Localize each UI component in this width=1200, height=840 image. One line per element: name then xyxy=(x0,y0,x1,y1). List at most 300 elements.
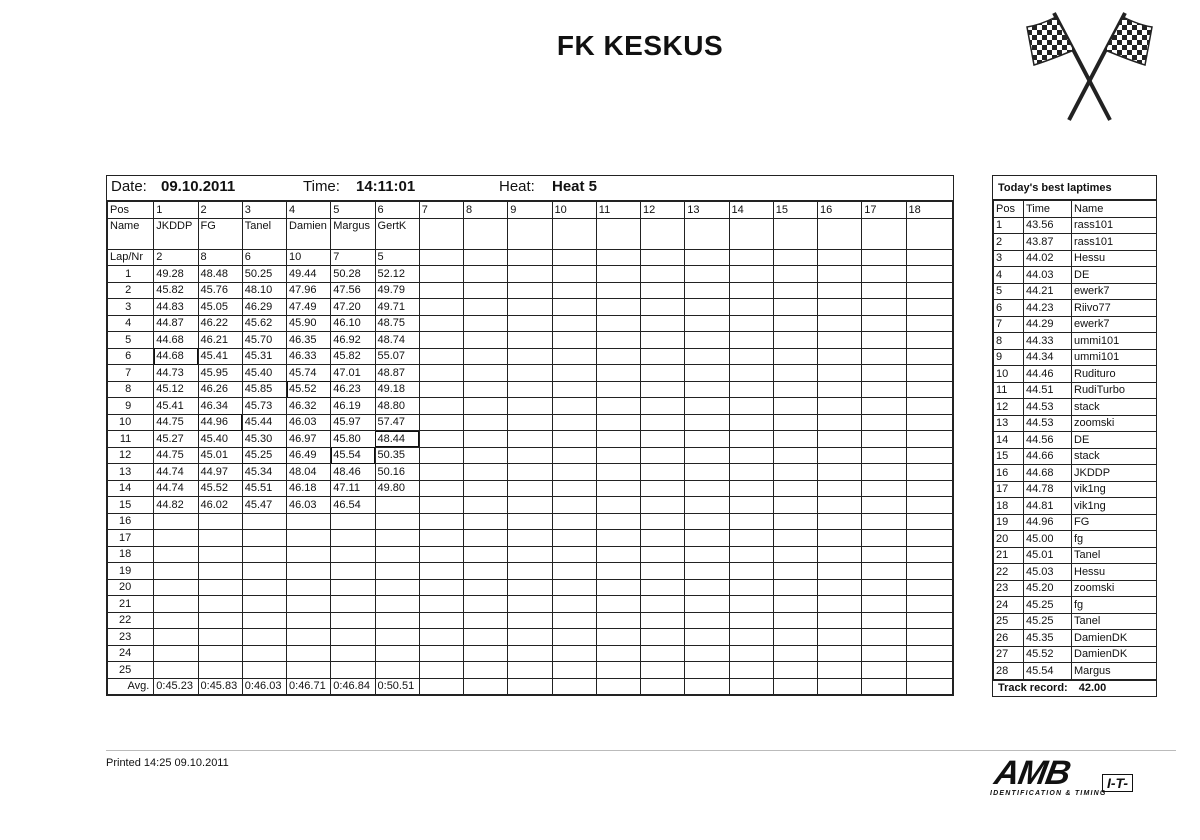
kart-number xyxy=(464,249,508,266)
lap-time xyxy=(685,530,729,547)
lap-time xyxy=(685,464,729,481)
best-pos: 28 xyxy=(994,663,1024,680)
lap-time xyxy=(464,282,508,299)
best-row xyxy=(994,349,1157,366)
lap-time: 50.35 xyxy=(375,447,419,464)
lap-time xyxy=(729,596,773,613)
heat-value: Heat 5 xyxy=(552,178,598,195)
lap-time xyxy=(508,398,552,415)
time-value: 14:11:01 xyxy=(356,178,416,195)
best-name: rass101 xyxy=(1072,217,1157,234)
lap-number: 13 xyxy=(108,464,154,481)
best-row xyxy=(994,399,1157,416)
best-row xyxy=(994,597,1157,614)
lap-time xyxy=(508,513,552,530)
lap-time: 45.74 xyxy=(287,365,331,382)
lap-time xyxy=(508,629,552,646)
lap-number: 17 xyxy=(108,530,154,547)
lap-number: 16 xyxy=(108,513,154,530)
best-row xyxy=(994,250,1157,267)
lap-time: 45.40 xyxy=(198,431,242,448)
driver-name: Margus xyxy=(331,218,375,249)
lap-time xyxy=(552,299,596,316)
best-time: 44.68 xyxy=(1024,465,1072,482)
lap-time xyxy=(685,381,729,398)
kart-number: 2 xyxy=(154,249,198,266)
lap-row xyxy=(108,447,953,464)
lap-time xyxy=(198,563,242,580)
lap-time xyxy=(596,398,640,415)
best-time: 45.25 xyxy=(1024,597,1072,614)
lap-time xyxy=(464,431,508,448)
lap-time xyxy=(906,348,952,365)
best-time: 45.20 xyxy=(1024,580,1072,597)
lap-time: 46.03 xyxy=(287,414,331,431)
lap-time: 46.22 xyxy=(198,315,242,332)
pos-label: Pos xyxy=(108,202,154,219)
lap-time xyxy=(154,662,198,679)
lap-time xyxy=(729,266,773,283)
best-pos: 1 xyxy=(994,217,1024,234)
pos-cell: 5 xyxy=(331,202,375,219)
best-row xyxy=(994,415,1157,432)
lap-time: 45.62 xyxy=(242,315,286,332)
lap-time xyxy=(596,348,640,365)
best-time: 45.54 xyxy=(1024,663,1072,680)
driver-name xyxy=(818,218,862,249)
lap-number: 23 xyxy=(108,629,154,646)
name-row xyxy=(108,218,953,249)
lap-row xyxy=(108,579,953,596)
lap-time xyxy=(508,480,552,497)
lap-time: 46.29 xyxy=(242,299,286,316)
lap-time xyxy=(641,464,685,481)
lap-time xyxy=(641,546,685,563)
lap-number: 25 xyxy=(108,662,154,679)
lap-time xyxy=(641,629,685,646)
lap-time xyxy=(685,299,729,316)
lap-time xyxy=(464,546,508,563)
lap-time: 52.12 xyxy=(375,266,419,283)
lap-time xyxy=(331,645,375,662)
lap-number: 24 xyxy=(108,645,154,662)
lap-time xyxy=(862,332,906,349)
lap-time xyxy=(862,299,906,316)
lap-number: 8 xyxy=(108,381,154,398)
lap-time xyxy=(596,464,640,481)
lap-time xyxy=(641,414,685,431)
lap-time xyxy=(729,464,773,481)
lap-time: 47.20 xyxy=(331,299,375,316)
lap-time xyxy=(862,480,906,497)
lap-time xyxy=(773,645,817,662)
pos-cell: 7 xyxy=(419,202,463,219)
best-pos: 11 xyxy=(994,382,1024,399)
lap-time xyxy=(154,596,198,613)
lap-time xyxy=(906,282,952,299)
lap-time xyxy=(198,579,242,596)
lap-time xyxy=(419,530,463,547)
lap-time xyxy=(287,596,331,613)
lap-time xyxy=(906,332,952,349)
lap-row xyxy=(108,480,953,497)
lap-time xyxy=(508,332,552,349)
lap-time xyxy=(818,282,862,299)
lap-time xyxy=(464,447,508,464)
lap-time xyxy=(464,612,508,629)
lap-time xyxy=(596,381,640,398)
lap-time xyxy=(862,530,906,547)
best-pos: 3 xyxy=(994,250,1024,267)
avg-label: Avg. xyxy=(108,678,154,695)
lap-time xyxy=(331,513,375,530)
lap-time xyxy=(287,513,331,530)
lap-time xyxy=(641,579,685,596)
lap-time xyxy=(685,497,729,514)
lap-time xyxy=(508,579,552,596)
avg-time xyxy=(641,678,685,695)
best-name: zoomski xyxy=(1072,415,1157,432)
lap-time xyxy=(685,266,729,283)
avg-time xyxy=(508,678,552,695)
lap-time xyxy=(818,612,862,629)
lap-number: 19 xyxy=(108,563,154,580)
lap-time xyxy=(242,629,286,646)
best-pos: 9 xyxy=(994,349,1024,366)
best-time: 45.03 xyxy=(1024,564,1072,581)
best-row xyxy=(994,217,1157,234)
best-pos: 8 xyxy=(994,333,1024,350)
lap-time xyxy=(596,629,640,646)
lap-time xyxy=(773,563,817,580)
lap-time xyxy=(773,497,817,514)
avg-time: 0:45.23 xyxy=(154,678,198,695)
pos-cell: 11 xyxy=(596,202,640,219)
lap-time xyxy=(818,480,862,497)
lap-time xyxy=(242,563,286,580)
footer-divider xyxy=(106,750,1176,751)
lap-time xyxy=(508,348,552,365)
best-time: 44.29 xyxy=(1024,316,1072,333)
lap-time: 45.51 xyxy=(242,480,286,497)
lap-time xyxy=(596,579,640,596)
lap-time xyxy=(773,282,817,299)
best-name: JKDDP xyxy=(1072,465,1157,482)
pos-cell: 18 xyxy=(906,202,952,219)
lap-time xyxy=(154,513,198,530)
lap-time xyxy=(906,398,952,415)
name-label: Name xyxy=(108,218,154,249)
lap-time xyxy=(862,546,906,563)
lap-time xyxy=(641,612,685,629)
lap-time xyxy=(685,398,729,415)
best-pos: 18 xyxy=(994,498,1024,515)
lap-time xyxy=(641,431,685,448)
best-row xyxy=(994,316,1157,333)
lap-time xyxy=(729,546,773,563)
lap-time xyxy=(862,431,906,448)
lap-time xyxy=(419,612,463,629)
lap-time xyxy=(287,645,331,662)
lap-time xyxy=(375,629,419,646)
lap-time: 45.47 xyxy=(242,497,286,514)
best-pos: 22 xyxy=(994,564,1024,581)
lap-number: 4 xyxy=(108,315,154,332)
lap-time xyxy=(773,266,817,283)
lap-time: 46.49 xyxy=(287,447,331,464)
best-pos: 12 xyxy=(994,399,1024,416)
lap-time xyxy=(464,381,508,398)
pos-row xyxy=(108,202,953,219)
lap-time xyxy=(685,579,729,596)
lap-time: 46.23 xyxy=(331,381,375,398)
lap-time xyxy=(552,365,596,382)
lap-time xyxy=(508,563,552,580)
lap-time: 57.47 xyxy=(375,414,419,431)
lap-time xyxy=(419,497,463,514)
lap-time xyxy=(198,612,242,629)
lap-time xyxy=(862,464,906,481)
lap-time: 46.03 xyxy=(287,497,331,514)
lap-time xyxy=(862,645,906,662)
lap-time xyxy=(685,414,729,431)
lap-time xyxy=(641,513,685,530)
lap-time xyxy=(464,480,508,497)
lap-number: 20 xyxy=(108,579,154,596)
lap-time xyxy=(862,365,906,382)
lap-time xyxy=(906,447,952,464)
best-name: Hessu xyxy=(1072,250,1157,267)
lap-time xyxy=(198,513,242,530)
best-name: Tanel xyxy=(1072,613,1157,630)
lap-number: 6 xyxy=(108,348,154,365)
lap-time xyxy=(331,612,375,629)
best-time: 43.56 xyxy=(1024,217,1072,234)
best-row xyxy=(994,432,1157,449)
lap-time xyxy=(419,299,463,316)
lap-time xyxy=(596,645,640,662)
lap-time xyxy=(375,530,419,547)
best-time: 45.25 xyxy=(1024,613,1072,630)
driver-name: Damien xyxy=(287,218,331,249)
printed-timestamp: Printed 14:25 09.10.2011 xyxy=(106,757,229,769)
lap-time xyxy=(419,662,463,679)
lap-time: 44.75 xyxy=(154,447,198,464)
lap-time xyxy=(906,365,952,382)
lap-time xyxy=(773,414,817,431)
lap-time: 44.68 xyxy=(154,348,198,365)
lap-time: 46.26 xyxy=(198,381,242,398)
best-row xyxy=(994,300,1157,317)
best-pos: 10 xyxy=(994,366,1024,383)
lap-time xyxy=(862,266,906,283)
pos-cell: 3 xyxy=(242,202,286,219)
best-name: Hessu xyxy=(1072,564,1157,581)
kart-row xyxy=(108,249,953,266)
lap-time xyxy=(552,596,596,613)
lap-time xyxy=(729,414,773,431)
avg-time xyxy=(464,678,508,695)
heat-header xyxy=(107,176,953,201)
lap-time xyxy=(906,629,952,646)
lap-time xyxy=(818,579,862,596)
avg-time: 0:46.71 xyxy=(287,678,331,695)
best-time: 44.51 xyxy=(1024,382,1072,399)
lap-time: 44.75 xyxy=(154,414,198,431)
lap-time xyxy=(862,579,906,596)
lap-time: 48.10 xyxy=(242,282,286,299)
lap-time xyxy=(464,348,508,365)
lap-time: 45.01 xyxy=(198,447,242,464)
best-pos: 23 xyxy=(994,580,1024,597)
best-pos: 4 xyxy=(994,267,1024,284)
lap-time: 46.21 xyxy=(198,332,242,349)
lap-time xyxy=(862,596,906,613)
kart-number xyxy=(641,249,685,266)
lap-time: 47.96 xyxy=(287,282,331,299)
lap-time xyxy=(596,282,640,299)
best-name: Margus xyxy=(1072,663,1157,680)
lap-time: 45.41 xyxy=(198,348,242,365)
lap-time xyxy=(596,662,640,679)
lap-time xyxy=(242,662,286,679)
lap-time xyxy=(729,530,773,547)
driver-name xyxy=(596,218,640,249)
lap-time: 50.16 xyxy=(375,464,419,481)
lap-number: 15 xyxy=(108,497,154,514)
best-name: Riivo77 xyxy=(1072,300,1157,317)
lap-time xyxy=(641,315,685,332)
lap-time xyxy=(419,414,463,431)
best-pos: 24 xyxy=(994,597,1024,614)
lap-time xyxy=(419,315,463,332)
lap-time: 46.18 xyxy=(287,480,331,497)
lap-time xyxy=(641,398,685,415)
best-name: zoomski xyxy=(1072,580,1157,597)
lap-time xyxy=(596,447,640,464)
lap-time xyxy=(906,530,952,547)
lap-time xyxy=(287,662,331,679)
best-pos: 2 xyxy=(994,234,1024,251)
lap-time xyxy=(508,596,552,613)
lap-time xyxy=(685,365,729,382)
lap-time xyxy=(773,464,817,481)
lap-time xyxy=(375,563,419,580)
lap-time xyxy=(419,629,463,646)
lap-time xyxy=(287,546,331,563)
lap-time xyxy=(464,530,508,547)
best-row xyxy=(994,613,1157,630)
lap-time xyxy=(818,332,862,349)
best-header-row xyxy=(994,201,1157,218)
best-pos: 7 xyxy=(994,316,1024,333)
lap-time xyxy=(464,398,508,415)
lap-time xyxy=(906,431,952,448)
lap-time xyxy=(464,266,508,283)
lap-time xyxy=(552,629,596,646)
lap-time xyxy=(552,315,596,332)
lap-time: 46.10 xyxy=(331,315,375,332)
lap-time: 44.73 xyxy=(154,365,198,382)
date-label: Date: xyxy=(111,178,147,195)
lap-time xyxy=(419,579,463,596)
lap-time: 44.74 xyxy=(154,464,198,481)
best-row xyxy=(994,333,1157,350)
pos-cell: 8 xyxy=(464,202,508,219)
lap-time xyxy=(773,447,817,464)
lap-time xyxy=(641,662,685,679)
lap-time xyxy=(641,645,685,662)
lap-time xyxy=(552,546,596,563)
time-label: Time: xyxy=(303,178,340,195)
lap-time xyxy=(287,579,331,596)
lap-time xyxy=(729,365,773,382)
lap-row xyxy=(108,645,953,662)
lap-row xyxy=(108,431,953,448)
best-pos: 5 xyxy=(994,283,1024,300)
pos-cell: 6 xyxy=(375,202,419,219)
lap-time xyxy=(198,546,242,563)
lap-time xyxy=(419,563,463,580)
lap-time xyxy=(818,513,862,530)
lap-time xyxy=(596,497,640,514)
lap-time xyxy=(729,398,773,415)
best-time: 45.00 xyxy=(1024,531,1072,548)
lap-time xyxy=(685,348,729,365)
lap-time xyxy=(862,398,906,415)
driver-name xyxy=(464,218,508,249)
best-time: 45.01 xyxy=(1024,547,1072,564)
lap-time xyxy=(419,266,463,283)
lap-row xyxy=(108,414,953,431)
lap-time xyxy=(596,365,640,382)
best-header-cell: Time xyxy=(1024,201,1072,218)
lap-number: 11 xyxy=(108,431,154,448)
pos-cell: 13 xyxy=(685,202,729,219)
lap-time xyxy=(906,414,952,431)
lap-time xyxy=(419,381,463,398)
lap-time xyxy=(596,299,640,316)
lap-time xyxy=(331,563,375,580)
lapnr-label: Lap/Nr xyxy=(108,249,154,266)
lap-time xyxy=(154,645,198,662)
lap-time xyxy=(375,579,419,596)
best-name: RudiTurbo xyxy=(1072,382,1157,399)
kart-number xyxy=(773,249,817,266)
best-name: Rudituro xyxy=(1072,366,1157,383)
best-pos: 26 xyxy=(994,630,1024,647)
best-row xyxy=(994,234,1157,251)
best-row xyxy=(994,465,1157,482)
best-time: 44.46 xyxy=(1024,366,1072,383)
best-time: 45.35 xyxy=(1024,630,1072,647)
driver-name: FG xyxy=(198,218,242,249)
lap-time xyxy=(729,513,773,530)
lap-time xyxy=(729,381,773,398)
pos-cell: 1 xyxy=(154,202,198,219)
lap-number: 2 xyxy=(108,282,154,299)
lap-time: 48.46 xyxy=(331,464,375,481)
track-record: Track record: 42.00 xyxy=(993,680,1156,696)
best-row xyxy=(994,547,1157,564)
lap-time xyxy=(419,348,463,365)
pos-cell: 15 xyxy=(773,202,817,219)
best-pos: 16 xyxy=(994,465,1024,482)
lap-time: 45.34 xyxy=(242,464,286,481)
lap-time xyxy=(552,447,596,464)
lap-time xyxy=(641,332,685,349)
lap-number: 1 xyxy=(108,266,154,283)
